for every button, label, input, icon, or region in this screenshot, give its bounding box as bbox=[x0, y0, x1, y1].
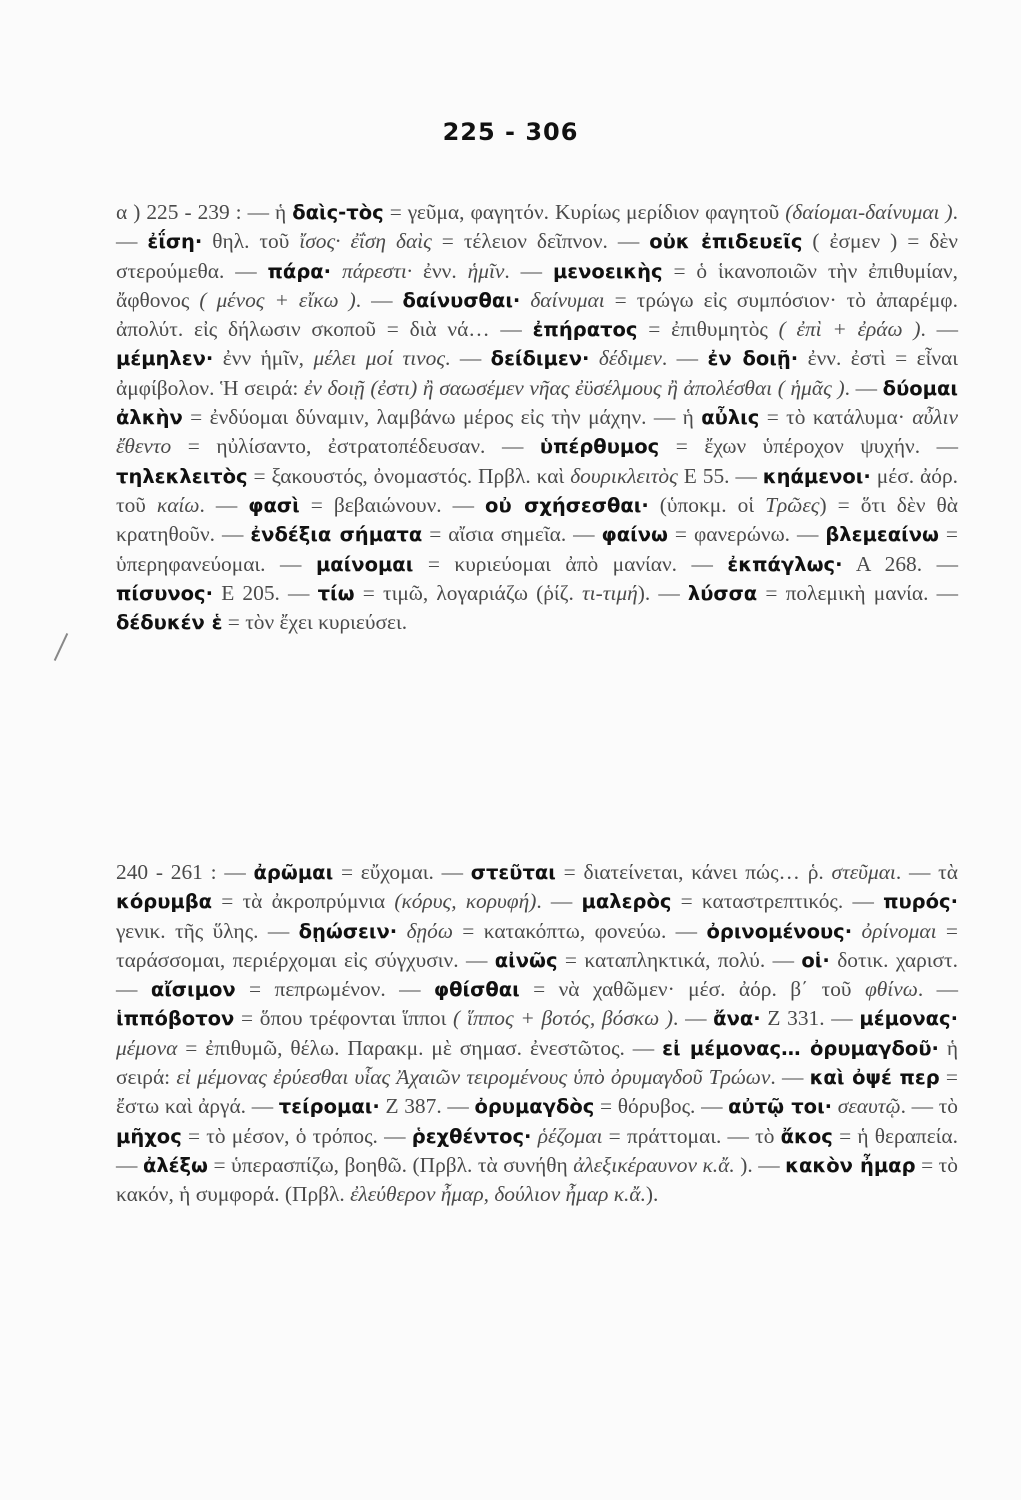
gloss-text: = νὰ χαθῶμεν· μέσ. ἀόρ. β΄ τοῦ bbox=[519, 977, 865, 1002]
gloss-text: ἡ σειρά: bbox=[116, 1035, 959, 1090]
lemma: τηλεκλειτὸς bbox=[116, 464, 248, 488]
quoted-form: εἰ μέμονας ἐρύεσθαι υἷας Ἀχαιῶν τειρομένους ὑπὸ ὀρυμαγδοῦ Τρώων bbox=[176, 1065, 771, 1090]
quoted-form: ἀλεξικέραυνον κ.ἄ. bbox=[573, 1152, 735, 1177]
lemma: στεῦται bbox=[470, 861, 556, 884]
quoted-form: ἐλεύθερον ἦμαρ, δούλιον ἦμαρ κ.ἄ. bbox=[350, 1182, 646, 1207]
lemma: ἐνδέξια σήματα bbox=[250, 523, 423, 547]
lemma: ἄνα· bbox=[713, 1007, 761, 1031]
gloss-text: = ὁ ἱκανοποιῶν τὴν ἐπιθυμίαν, ἄφθονος bbox=[116, 258, 958, 312]
commentary-section-240-261 bbox=[116, 858, 958, 1388]
lemma: κακὸν ἦμαρ bbox=[785, 1153, 916, 1177]
gloss-text: = εὔχομαι. — bbox=[333, 860, 471, 884]
gloss-text: Ε 55. — bbox=[677, 463, 763, 488]
gloss-text: Ζ 387. — bbox=[379, 1094, 475, 1119]
gloss-text: = τὰ ἀκροπρύμνια bbox=[212, 889, 395, 914]
quoted-form: ( μένος + εἴκω ) bbox=[199, 287, 356, 312]
lemma: πίσυνος· bbox=[116, 581, 214, 605]
gloss-text: (ὑποκμ. οἱ bbox=[648, 492, 766, 517]
gloss-text: α ) 225 - 239 : — ἡ bbox=[116, 200, 293, 224]
lemma: λύσσα bbox=[687, 581, 758, 605]
lemma: καὶ ὀψέ περ bbox=[809, 1066, 940, 1090]
gloss-text: ( ἐσμεν ) = δὲν στερούμεθα. — bbox=[116, 229, 958, 283]
quoted-form: ἡμῖν bbox=[467, 258, 505, 283]
gloss-text: = διατείνεται, κάνει πώς… ῥ. bbox=[555, 860, 832, 884]
quoted-form: ( ἐπὶ + ἐράω ) bbox=[778, 317, 921, 342]
quoted-form: ὀρίνομαι bbox=[861, 918, 937, 943]
gloss-text: = βεβαιώνουν. — bbox=[299, 492, 486, 517]
gloss-text: . — τὰ bbox=[895, 860, 958, 884]
quoted-form: (κόρυς, κορυφή) bbox=[394, 889, 537, 914]
lemma: ἄκος bbox=[780, 1124, 833, 1148]
gloss-text bbox=[520, 288, 530, 312]
quoted-form: Τρῶες bbox=[765, 492, 820, 517]
gloss-text: = τὸ μέσον, ὁ τρόπος. — bbox=[181, 1123, 412, 1148]
quoted-form: σεαυτῷ bbox=[837, 1094, 901, 1119]
gloss-text bbox=[331, 259, 342, 283]
quoted-form: (δαίομαι-δαίνυμαι ) bbox=[785, 200, 953, 224]
lemma: πυρός· bbox=[883, 890, 958, 914]
lemma: μέμηλεν· bbox=[116, 347, 214, 371]
gloss-text: γενικ. τῆς ὕλης. — bbox=[116, 918, 299, 943]
page-title: 225 - 306 bbox=[442, 118, 579, 146]
gloss-text: . — bbox=[770, 1065, 810, 1090]
gloss-text: = ἔχων ὑπέροχον ψυχήν. — bbox=[659, 434, 959, 459]
lemma: ἐν δοιῇ· bbox=[707, 347, 799, 371]
lemma: ὑπέρθυμος bbox=[539, 435, 660, 459]
quoted-form: μέμονα bbox=[116, 1035, 178, 1060]
lemma: ἐπήρατος bbox=[532, 318, 638, 342]
gloss-text: ἐνν ἡμῖν, bbox=[213, 346, 314, 371]
quoted-form: δῃόω bbox=[406, 918, 453, 943]
lemma: ὀρυμαγδὸς bbox=[474, 1095, 595, 1119]
gloss-text: = τέλειον δεῖπνον. — bbox=[431, 229, 650, 254]
gloss-text: = ἐπιθυμῶ, θέλω. Παρακμ. μὲ σημασ. ἐνεστῶτος. — bbox=[177, 1035, 663, 1060]
lemma: οἱ· bbox=[801, 948, 830, 972]
gloss-text: . — bbox=[536, 889, 582, 914]
gloss-text: Ε 205. — bbox=[213, 580, 318, 605]
lemma: οὐ σχήσεσθαι· bbox=[485, 493, 649, 517]
lemma: αὖλις bbox=[701, 406, 760, 430]
gloss-text: . — bbox=[504, 258, 553, 283]
lemma: φθίσθαι bbox=[433, 978, 520, 1002]
gloss-text: ἐνν. ἐστὶ = εἶναι ἀμφίβολον. Ἡ σειρά: bbox=[116, 346, 958, 400]
gloss-text: = κυριεύομαι ἀπὸ μανίαν. — bbox=[413, 551, 728, 576]
lemma: δείδιμεν· bbox=[490, 347, 590, 371]
quoted-form: ἐν δοιῇ (ἐστι) ἢ σαωσέμεν νῆας ἐϋσέλμους ἢ ἀπολέσθαι ( ἡμᾶς ) bbox=[303, 375, 845, 400]
gloss-text bbox=[397, 919, 406, 943]
gloss-text: = καταστρεπτικός. — bbox=[671, 889, 884, 914]
gloss-text: = τὸ κατάλυμα· bbox=[759, 405, 913, 430]
gloss-text: = ἐνδύομαι δύναμιν, λαμβάνω μέρος εἰς τὴν μάχην. — ἡ bbox=[182, 405, 702, 430]
gloss-text: = καταπληκτικά, πολύ. — bbox=[557, 947, 802, 972]
gloss-text: = κατακόπτω, φονεύω. — bbox=[452, 918, 707, 943]
gloss-text: = ξακουστός, ὀνομαστός. Πρβλ. καὶ bbox=[247, 463, 571, 488]
gloss-text: ) = ὅτι δὲν θὰ κρατηθοῦν. — bbox=[116, 492, 959, 547]
lemma: μῆχος bbox=[116, 1124, 182, 1148]
gloss-text: . — bbox=[116, 200, 958, 254]
gloss-text: . — bbox=[920, 317, 958, 342]
lemma: αἴσιμον bbox=[150, 978, 236, 1002]
lemma: κόρυμβα bbox=[116, 890, 213, 914]
gloss-text: = πεπρωμένον. — bbox=[235, 977, 434, 1002]
gloss-text: ). — bbox=[734, 1152, 786, 1177]
gloss-text: = γεῦμα, φαγητόν. Κυρίως μερίδιον φαγητοῦ bbox=[383, 200, 786, 224]
lemma: τείρομαι· bbox=[278, 1095, 380, 1119]
gloss-text: = τιμῶ, λογαριάζω (ῥίζ. bbox=[354, 580, 583, 605]
lemma: μέμονας· bbox=[859, 1007, 958, 1031]
lemma: ἀλέξω bbox=[142, 1153, 208, 1177]
gloss-text: = ὑπερασπίζω, βοηθῶ. (Πρβλ. τὰ συνήθη bbox=[208, 1152, 574, 1177]
gloss-text: . — bbox=[844, 375, 883, 400]
gloss-text: . — bbox=[199, 492, 249, 517]
lemma: δαίνυσθαι· bbox=[402, 288, 521, 312]
quoted-form: ῥέζομαι bbox=[537, 1123, 603, 1148]
lemma: ἐκπάγλως· bbox=[727, 552, 843, 576]
gloss-text: ). bbox=[645, 1182, 659, 1207]
gloss-text bbox=[852, 919, 861, 943]
quoted-form: αὖλιν ἔθεντο bbox=[116, 405, 958, 459]
lemma: ἀρῶμαι bbox=[253, 861, 334, 884]
lemma: βλεμεαίνω bbox=[825, 523, 939, 547]
lemma: δαὶς-τὸς bbox=[292, 201, 384, 224]
gloss-text: = τὸ κακόν, ἡ συμφορά. (Πρβλ. bbox=[116, 1152, 958, 1207]
quoted-form: πάρεστι· bbox=[342, 258, 413, 283]
lemma: φασὶ bbox=[248, 493, 300, 517]
gloss-text: = ἐπιθυμητὸς bbox=[637, 317, 779, 342]
quoted-form: δέδιμεν bbox=[598, 346, 662, 371]
gloss-text: = ἡ θεραπεία. — bbox=[116, 1123, 958, 1177]
quoted-form: ( ἵππος + βοτός, βόσκω ) bbox=[453, 1006, 674, 1031]
gloss-text: Α 268. — bbox=[842, 551, 958, 576]
lemma: δῃώσειν· bbox=[298, 919, 398, 943]
quoted-form: μέλει μοί τινος bbox=[313, 346, 446, 371]
gloss-text: = αἴσια σημεῖα. — bbox=[422, 522, 602, 547]
margin-pencil-mark bbox=[54, 633, 68, 661]
lemma: ὀρινομένους· bbox=[706, 919, 853, 943]
gloss-text: . — τὸ bbox=[900, 1094, 958, 1119]
gloss-text: . — bbox=[673, 1006, 714, 1031]
gloss-text: = ὅπου τρέφονται ἵπποι bbox=[234, 1006, 454, 1031]
lemma: κηάμενοι· bbox=[762, 464, 871, 488]
quoted-form: στεῦμαι bbox=[831, 860, 896, 884]
commentary-section-225-239 bbox=[116, 198, 958, 783]
gloss-text: . — bbox=[661, 346, 708, 371]
gloss-text: = πολεμικὴ μανία. — bbox=[757, 580, 959, 605]
gloss-text: 240 - 261 : — bbox=[116, 860, 254, 884]
lemma: εἰ μέμονας… ὀρυμαγδοῦ· bbox=[662, 1036, 939, 1060]
gloss-text: = θόρυβος. — bbox=[594, 1094, 729, 1119]
gloss-text: . — bbox=[355, 287, 403, 312]
gloss-text: θηλ. τοῦ bbox=[202, 229, 300, 254]
gloss-text: μέσ. ἀόρ. τοῦ bbox=[116, 463, 958, 517]
quoted-form: τι-τιμή bbox=[582, 580, 638, 605]
lemma: αἰνῶς bbox=[494, 948, 558, 972]
gloss-text: = ηὐλίσαντο, ἐστρατοπέδευσαν. — bbox=[171, 434, 540, 459]
gloss-text: ). — bbox=[637, 580, 688, 605]
lemma: πάρα· bbox=[267, 259, 332, 283]
gloss-text: = ὑπερηφανεύομαι. — bbox=[116, 522, 958, 576]
quoted-form: καίω bbox=[156, 492, 200, 517]
lemma: φαίνω bbox=[601, 523, 668, 547]
quoted-form: φθίνω bbox=[864, 977, 918, 1002]
lemma: δύομαι ἀλκὴν bbox=[116, 376, 958, 430]
lemma: οὐκ ἐπιδευεῖς bbox=[649, 230, 803, 254]
quoted-form: ἴσος· ἐΐση δαὶς bbox=[299, 229, 432, 254]
gloss-text: = ἔστω καὶ ἀργά. — bbox=[116, 1065, 958, 1119]
gloss-text: = πράττομαι. — τὸ bbox=[602, 1123, 781, 1148]
lemma: ἐΐση· bbox=[147, 230, 203, 254]
lemma: μαίνομαι bbox=[315, 552, 414, 576]
lemma: αὐτῷ τοι· bbox=[728, 1095, 833, 1119]
quoted-form: δαίνυμαι bbox=[530, 287, 605, 312]
lemma: τίω bbox=[317, 581, 355, 605]
gloss-text: = φανερώνω. — bbox=[667, 522, 826, 547]
gloss-text: = ταράσσομαι, περιέρχομαι εἰς σύγχυσιν. — bbox=[116, 918, 958, 972]
gloss-text: ἐνν. bbox=[412, 258, 468, 283]
gloss-text: . — bbox=[917, 977, 958, 1002]
lemma: μαλερὸς bbox=[581, 890, 672, 914]
lemma: ἱππόβοτον bbox=[116, 1007, 235, 1031]
gloss-text: δοτικ. χαριστ. — bbox=[116, 947, 958, 1002]
gloss-text: = τρώγω εἰς συμπόσιον· τὸ ἀπαρέμφ. ἀπολύτ. εἰς δήλωσιν σκοποῦ = διὰ νά… — bbox=[116, 287, 958, 342]
lemma: δέδυκέν ἑ bbox=[116, 611, 223, 635]
gloss-text: = τὸν ἔχει κυριεύσει. bbox=[222, 610, 408, 635]
lemma: ῥεχθέντος· bbox=[411, 1124, 532, 1148]
gloss-text: Ζ 331. — bbox=[760, 1006, 860, 1031]
gloss-text bbox=[589, 346, 598, 370]
lemma: μενοεικὴς bbox=[552, 259, 663, 283]
quoted-form: δουρικλειτὸς bbox=[570, 463, 678, 488]
gloss-text: . — bbox=[445, 346, 491, 371]
